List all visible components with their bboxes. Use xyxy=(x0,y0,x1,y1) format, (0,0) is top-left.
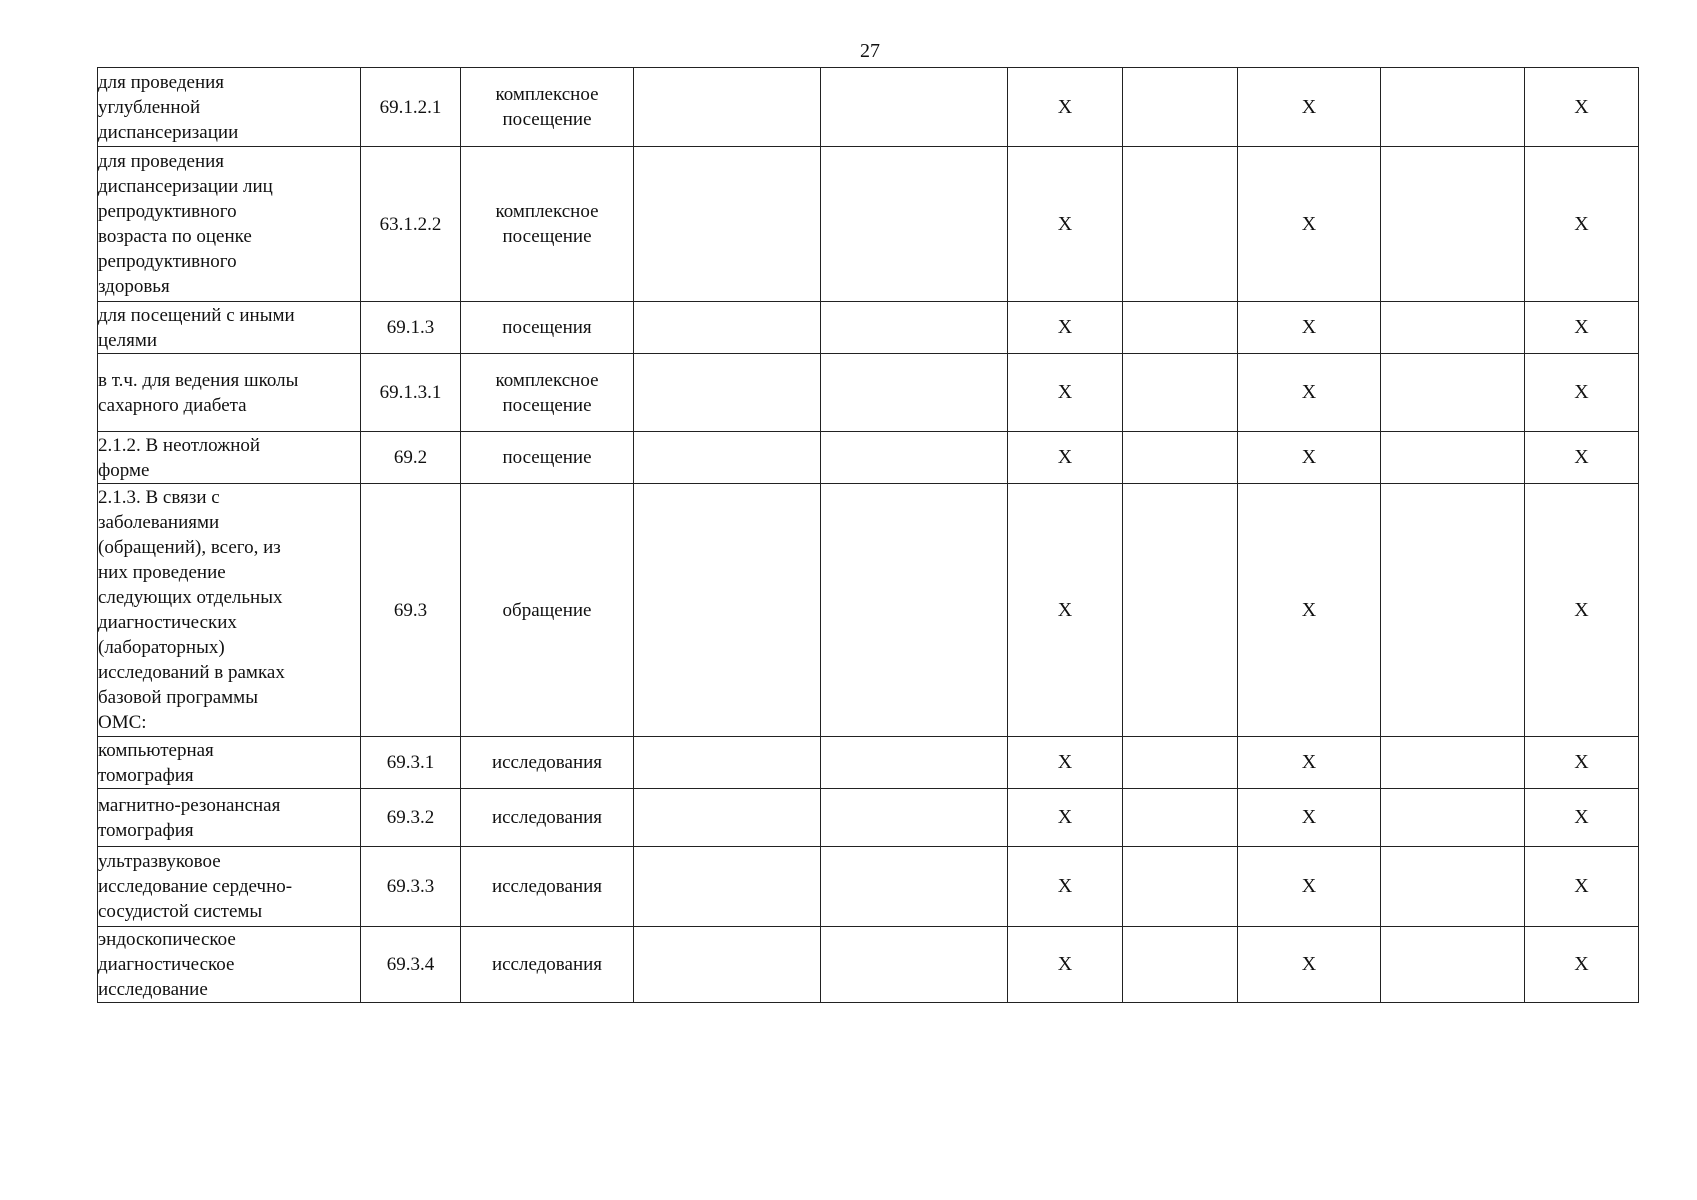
empty-cell xyxy=(1123,737,1238,789)
empty-cell xyxy=(821,302,1008,354)
x-mark-cell: Х xyxy=(1008,737,1123,789)
empty-cell xyxy=(634,847,821,927)
empty-cell xyxy=(634,789,821,847)
empty-cell xyxy=(1123,147,1238,302)
x-mark-cell: Х xyxy=(1008,302,1123,354)
empty-cell xyxy=(1381,789,1525,847)
x-mark-cell: Х xyxy=(1525,68,1639,147)
unit-cell: исследования xyxy=(461,789,634,847)
x-mark-cell: Х xyxy=(1525,302,1639,354)
x-mark-cell: Х xyxy=(1525,484,1639,737)
empty-cell xyxy=(1123,432,1238,484)
row-code-cell: 69.3.3 xyxy=(361,847,461,927)
unit-cell: посещение xyxy=(461,432,634,484)
x-mark-cell: Х xyxy=(1238,484,1381,737)
table-row xyxy=(98,147,1639,302)
x-mark-cell: Х xyxy=(1238,302,1381,354)
empty-cell xyxy=(634,484,821,737)
empty-cell xyxy=(1381,847,1525,927)
row-code-cell: 69.1.3.1 xyxy=(361,354,461,432)
x-mark-cell: Х xyxy=(1238,354,1381,432)
unit-cell: обращение xyxy=(461,484,634,737)
table-row xyxy=(98,737,1639,789)
x-mark-cell: Х xyxy=(1238,847,1381,927)
row-code-cell: 69.1.2.1 xyxy=(361,68,461,147)
service-name-cell: для посещений с иными целями xyxy=(98,302,361,354)
empty-cell xyxy=(821,927,1008,1003)
x-mark-cell: Х xyxy=(1008,147,1123,302)
unit-cell: исследования xyxy=(461,847,634,927)
x-mark-cell: Х xyxy=(1008,68,1123,147)
x-mark-cell: Х xyxy=(1008,847,1123,927)
empty-cell xyxy=(634,927,821,1003)
x-mark-cell: Х xyxy=(1525,847,1639,927)
empty-cell xyxy=(1381,68,1525,147)
x-mark-cell: Х xyxy=(1525,354,1639,432)
service-name-cell: компьютерная томография xyxy=(98,737,361,789)
unit-cell: исследования xyxy=(461,737,634,789)
x-mark-cell: Х xyxy=(1238,927,1381,1003)
row-code-cell: 69.2 xyxy=(361,432,461,484)
service-name-cell: 2.1.2. В неотложной форме xyxy=(98,432,361,484)
table-row xyxy=(98,789,1639,847)
x-mark-cell: Х xyxy=(1238,789,1381,847)
row-code-cell: 69.3 xyxy=(361,484,461,737)
row-code-cell: 63.1.2.2 xyxy=(361,147,461,302)
empty-cell xyxy=(1381,927,1525,1003)
service-name-cell: ультразвуковое исследование сердечно- сосудистой системы xyxy=(98,847,361,927)
unit-cell: комплексное посещение xyxy=(461,147,634,302)
x-mark-cell: Х xyxy=(1238,147,1381,302)
row-code-cell: 69.3.1 xyxy=(361,737,461,789)
empty-cell xyxy=(821,432,1008,484)
x-mark-cell: Х xyxy=(1525,737,1639,789)
x-mark-cell: Х xyxy=(1525,927,1639,1003)
empty-cell xyxy=(821,147,1008,302)
x-mark-cell: Х xyxy=(1008,484,1123,737)
table-row xyxy=(98,432,1639,484)
unit-cell: комплексное посещение xyxy=(461,68,634,147)
table-row xyxy=(98,302,1639,354)
empty-cell xyxy=(821,354,1008,432)
table-row xyxy=(98,927,1639,1003)
x-mark-cell: Х xyxy=(1238,68,1381,147)
x-mark-cell: Х xyxy=(1008,354,1123,432)
x-mark-cell: Х xyxy=(1008,927,1123,1003)
empty-cell xyxy=(634,432,821,484)
empty-cell xyxy=(634,68,821,147)
service-name-cell: 2.1.3. В связи с заболеваниями (обращений), всего, из них проведение следующих отдельных диагностических (лабораторных) исследований в рамках базовой программы ОМС: xyxy=(98,484,361,737)
service-name-cell: для проведения углубленной диспансеризации xyxy=(98,68,361,147)
empty-cell xyxy=(1123,68,1238,147)
empty-cell xyxy=(1381,484,1525,737)
empty-cell xyxy=(634,354,821,432)
table-row xyxy=(98,354,1639,432)
empty-cell xyxy=(821,737,1008,789)
row-code-cell: 69.1.3 xyxy=(361,302,461,354)
x-mark-cell: Х xyxy=(1525,789,1639,847)
empty-cell xyxy=(1381,354,1525,432)
x-mark-cell: Х xyxy=(1525,147,1639,302)
table-row xyxy=(98,484,1639,737)
empty-cell xyxy=(821,847,1008,927)
empty-cell xyxy=(821,484,1008,737)
empty-cell xyxy=(1381,147,1525,302)
empty-cell xyxy=(634,302,821,354)
table-row xyxy=(98,68,1639,147)
empty-cell xyxy=(1381,737,1525,789)
empty-cell xyxy=(1381,432,1525,484)
x-mark-cell: Х xyxy=(1525,432,1639,484)
empty-cell xyxy=(1123,302,1238,354)
x-mark-cell: Х xyxy=(1238,432,1381,484)
x-mark-cell: Х xyxy=(1238,737,1381,789)
service-name-cell: эндоскопическое диагностическое исследование xyxy=(98,927,361,1003)
page-number: 27 xyxy=(860,40,880,62)
service-name-cell: для проведения диспансеризации лиц репродуктивного возраста по оценке репродуктивного здоровья xyxy=(98,147,361,302)
empty-cell xyxy=(821,68,1008,147)
table-row xyxy=(98,847,1639,927)
x-mark-cell: Х xyxy=(1008,432,1123,484)
empty-cell xyxy=(634,147,821,302)
empty-cell xyxy=(1123,927,1238,1003)
row-code-cell: 69.3.2 xyxy=(361,789,461,847)
unit-cell: комплексное посещение xyxy=(461,354,634,432)
service-name-cell: магнитно-резонансная томография xyxy=(98,789,361,847)
empty-cell xyxy=(1123,847,1238,927)
empty-cell xyxy=(821,789,1008,847)
empty-cell xyxy=(1123,484,1238,737)
empty-cell xyxy=(1123,354,1238,432)
row-code-cell: 69.3.4 xyxy=(361,927,461,1003)
volume-table xyxy=(97,67,1639,1003)
unit-cell: посещения xyxy=(461,302,634,354)
service-name-cell: в т.ч. для ведения школы сахарного диабета xyxy=(98,354,361,432)
unit-cell: исследования xyxy=(461,927,634,1003)
x-mark-cell: Х xyxy=(1008,789,1123,847)
empty-cell xyxy=(1123,789,1238,847)
empty-cell xyxy=(634,737,821,789)
empty-cell xyxy=(1381,302,1525,354)
